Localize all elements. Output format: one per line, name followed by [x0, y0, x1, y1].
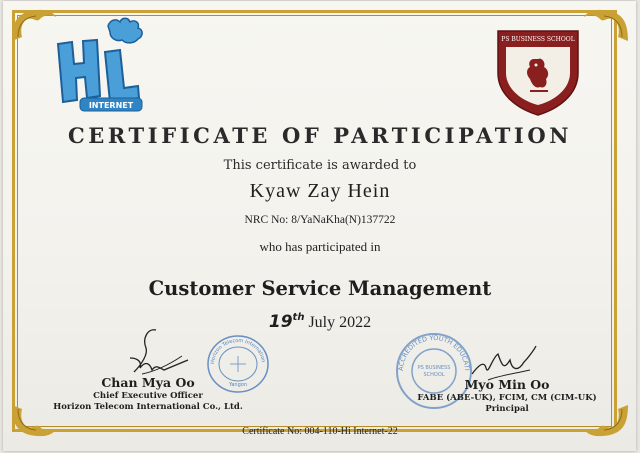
nrc-number: NRC No: 8/YaNaKha(N)137722 — [244, 214, 396, 226]
svg-text:PS BUSINESS SCHOOL: PS BUSINESS SCHOOL — [501, 36, 575, 43]
participated-line: who has participated in — [259, 239, 381, 254]
svg-text:PS BUSINESS: PS BUSINESS — [417, 365, 451, 371]
signatory-name: Myo Min Oo — [464, 377, 550, 392]
certificate-title: CERTIFICATE OF PARTICIPATION — [67, 123, 573, 148]
date-day: 19 — [268, 312, 293, 332]
corner-ornament-icon — [582, 7, 630, 43]
svg-text:Yangon: Yangon — [228, 382, 248, 388]
signatory-org: Principal — [485, 404, 529, 414]
date-month-year: July 2022 — [308, 314, 372, 331]
signatory-title: FABE (ABE-UK), FCIM, CM (CIM-UK) — [417, 393, 597, 403]
signatory-left — [38, 375, 258, 412]
signatory-org: Horizon Telecom International Co., Ltd. — [53, 402, 243, 412]
svg-text:INTERNET: INTERNET — [88, 101, 134, 110]
certificate-number: Certificate No: 004-110-Hi Internet-22 — [242, 426, 398, 437]
hi-internet-logo — [50, 14, 150, 114]
svg-text:Horizon Telecom International: Horizon Telecom Internation — [209, 337, 266, 365]
issue-date — [0, 312, 640, 332]
svg-text:ACCREDITED YOUTH EDUCATION: ACCREDITED YOUTH EDUCATI — [396, 333, 472, 372]
ps-business-school-crest — [496, 29, 580, 117]
awarded-line: This certificate is awarded to — [223, 158, 417, 173]
course-name: Customer Service Management — [148, 277, 492, 300]
signatory-name: Chan Mya Oo — [101, 375, 195, 390]
recipient-name: Kyaw Zay Hein — [249, 180, 391, 202]
svg-text:SCHOOL: SCHOOL — [423, 372, 445, 378]
signatory-title: Chief Executive Officer — [93, 391, 203, 401]
signatory-right — [396, 377, 618, 414]
date-suffix: th — [292, 312, 305, 323]
